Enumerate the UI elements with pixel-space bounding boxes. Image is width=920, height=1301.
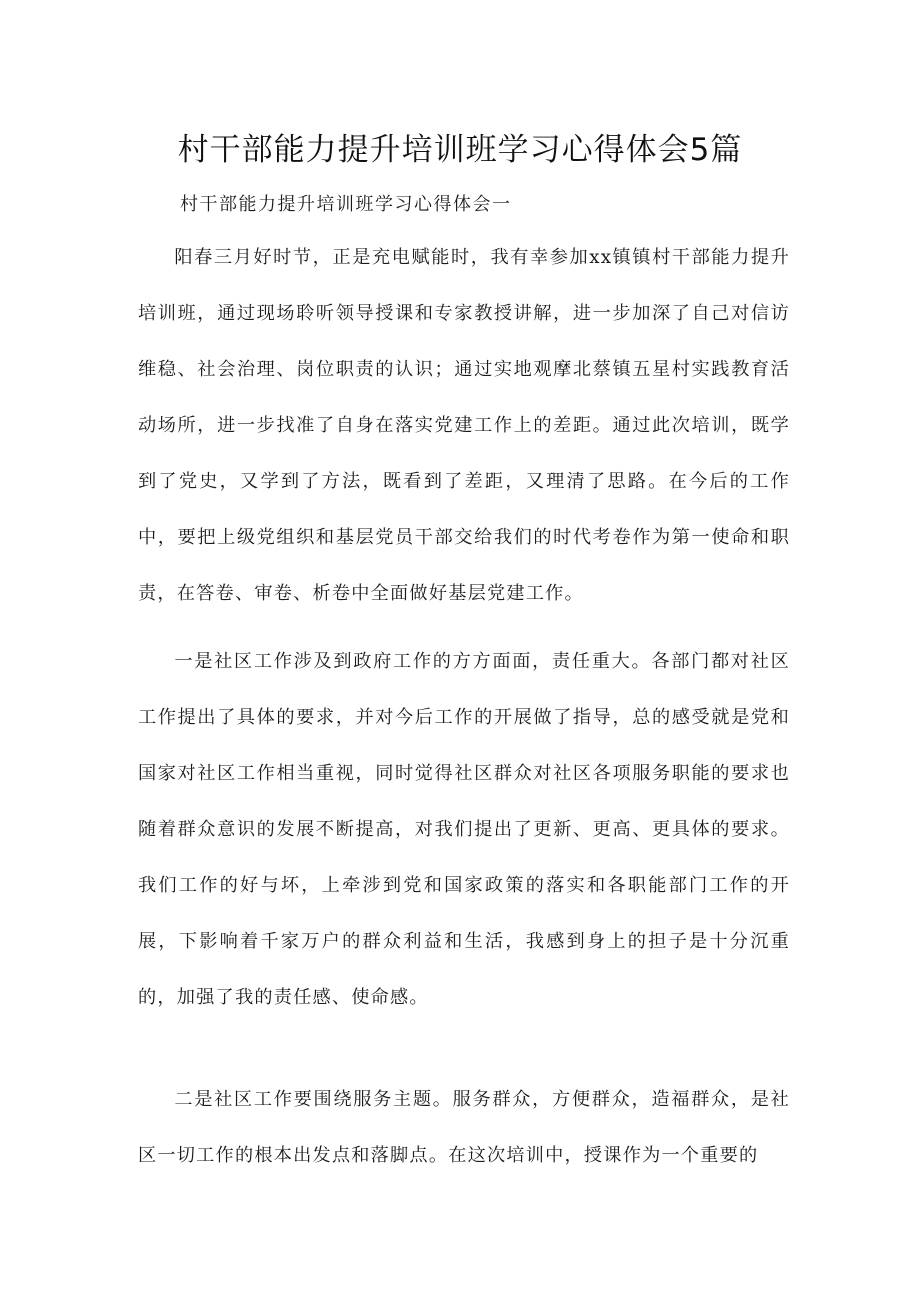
paragraph-1: 阳春三月好时节，正是充电赋能时，我有幸参加xx镇镇村干部能力提升培训班，通过现场聆听领导授课和专家教授讲解，进一步加深了自己对信访维稳、社会治理、岗位职责的认识；通过实地观摩北蔡镇五星村实践教育活动场所，进一步找准了自身在落实党建工作上的差距。通过此次培训，既学到了党史，又学到了方法，既看到了差距，又理清了思路。在今后的工作中，要把上级党组织和基层党员干部交给我们的时代考卷作为第一使命和职责，在答卷、审卷、析卷中全面做好基层党建工作。 (138, 247, 790, 604)
document-title: 村干部能力提升培训班学习心得体会5篇 (177, 132, 743, 168)
section-subtitle: 村干部能力提升培训班学习心得体会一 (180, 194, 512, 215)
paragraph-2: 一是社区工作涉及到政府工作的方方面面，责任重大。各部门都对社区工作提出了具体的要求，并对今后工作的开展做了指导，总的感受就是党和国家对社区工作相当重视，同时觉得社区群众对社区各项服务职能的要求也随着群众意识的发展不断提高，对我们提出了更新、更高、更具体的要求。我们工作的好与坏，上牵涉到党和国家政策的落实和各职能部门工作的开展，下影响着千家万户的群众利益和生活，我感到身上的担子是十分沉重的，加强了我的责任感、使命感。 (138, 651, 790, 1008)
paragraph-3: 二是社区工作要围绕服务主题。服务群众，方便群众，造福群众，是社区一切工作的根本出发点和落脚点。在这次培训中，授课作为一个重要的 (138, 1089, 790, 1166)
